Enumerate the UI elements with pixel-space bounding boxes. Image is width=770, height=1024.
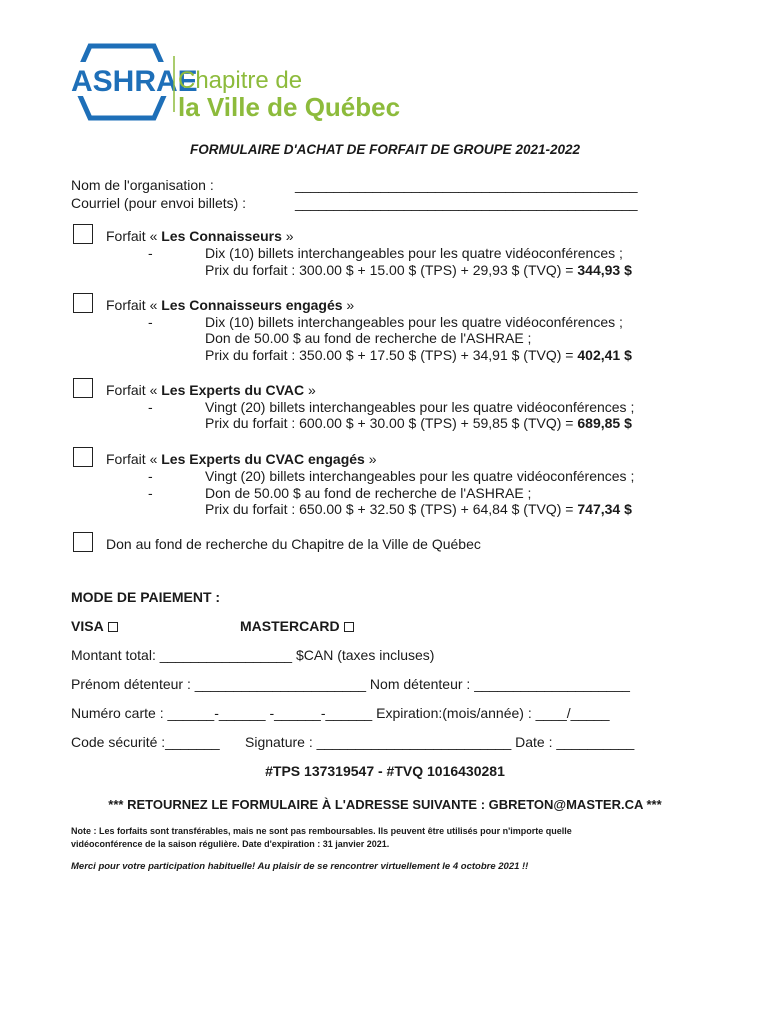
- package-2-checkbox[interactable]: [73, 293, 93, 313]
- package-3-title: Forfait « Les Experts du CVAC »: [106, 382, 316, 398]
- package-1-checkbox[interactable]: [73, 224, 93, 244]
- package-4-item-2: Don de 50.00 $ au fond de recherche de l'ASHRAE ;: [205, 485, 532, 501]
- return-instruction: *** RETOURNEZ LE FORMULAIRE À L'ADRESSE SUIVANTE : GBRETON@MASTER.CA ***: [108, 797, 662, 812]
- donation-checkbox[interactable]: [73, 532, 93, 552]
- signature-field[interactable]: Signature : _________________________ Date : __________: [245, 734, 635, 750]
- package-4-price: Prix du forfait : 650.00 $ + 32.50 $ (TPS) + 64,84 $ (TVQ) = 747,34 $: [205, 501, 632, 517]
- org-label: Nom de l'organisation :: [71, 177, 214, 193]
- bullet-dash: -: [148, 399, 153, 415]
- donation-label: Don au fond de recherche du Chapitre de la Ville de Québec: [106, 536, 481, 552]
- package-3-item-1: Vingt (20) billets interchangeables pour les quatre vidéoconférences ;: [205, 399, 635, 415]
- svg-text:ASHRAE: ASHRAE: [71, 65, 198, 98]
- visa-option[interactable]: VISA: [71, 618, 118, 634]
- package-1-item-1: Dix (10) billets interchangeables pour les quatre vidéoconférences ;: [205, 245, 623, 261]
- package-2-title: Forfait « Les Connaisseurs engagés »: [106, 297, 355, 313]
- package-3-checkbox[interactable]: [73, 378, 93, 398]
- thanks-message: Merci pour votre participation habituelle! Au plaisir de se rencontrer virtuellement le 4 octobre 2021 !!: [71, 861, 529, 872]
- package-2-item-1: Dix (10) billets interchangeables pour les quatre vidéoconférences ;: [205, 314, 623, 330]
- package-4-checkbox[interactable]: [73, 447, 93, 467]
- package-4-title: Forfait « Les Experts du CVAC engagés »: [106, 451, 377, 467]
- mastercard-option[interactable]: MASTERCARD: [240, 618, 354, 634]
- package-2-item-2: Don de 50.00 $ au fond de recherche de l'ASHRAE ;: [205, 330, 532, 346]
- org-field[interactable]: ____________________________________________: [295, 177, 638, 193]
- visa-checkbox[interactable]: [108, 622, 118, 632]
- bullet-dash: -: [148, 468, 153, 484]
- page-title: FORMULAIRE D'ACHAT DE FORFAIT DE GROUPE 2021-2022: [189, 142, 581, 157]
- tax-numbers: #TPS 137319547 - #TVQ 1016430281: [265, 763, 505, 779]
- card-number-field[interactable]: Numéro carte : ______-______ -______-______ Expiration:(mois/année) : ____/_____: [71, 705, 610, 721]
- bullet-dash: -: [148, 245, 153, 261]
- package-1-price: Prix du forfait : 300.00 $ + 15.00 $ (TPS) + 29,93 $ (TVQ) = 344,93 $: [205, 262, 632, 278]
- mastercard-checkbox[interactable]: [344, 622, 354, 632]
- package-1-title: Forfait « Les Connaisseurs »: [106, 228, 294, 244]
- email-field[interactable]: ____________________________________________: [295, 195, 638, 211]
- security-code-field[interactable]: Code sécurité :_______: [71, 734, 220, 750]
- svg-text:Chapitre de: Chapitre de: [178, 67, 303, 94]
- package-2-price: Prix du forfait : 350.00 $ + 17.50 $ (TPS) + 34,91 $ (TVQ) = 402,41 $: [205, 347, 632, 363]
- bullet-dash: -: [148, 485, 153, 501]
- email-label: Courriel (pour envoi billets) :: [71, 195, 247, 211]
- ashrae-logo: [70, 44, 401, 122]
- note-line-2: vidéoconférence de la saison régulière. Date d'expiration : 31 janvier 2021.: [71, 839, 390, 849]
- package-4-item-1: Vingt (20) billets interchangeables pour les quatre vidéoconférences ;: [205, 468, 635, 484]
- note-line-1: Note : Les forfaits sont transférables, mais ne sont pas remboursables. Ils peuvent être utilisés pour n'importe quelle: [71, 826, 572, 836]
- payment-heading: MODE DE PAIEMENT :: [71, 589, 221, 605]
- svg-text:la Ville de Québec: la Ville de Québec: [178, 92, 401, 122]
- amount-field[interactable]: Montant total: _________________ $CAN (taxes incluses): [71, 647, 435, 663]
- holder-field[interactable]: Prénom détenteur : ______________________ Nom détenteur : ____________________: [71, 676, 630, 692]
- bullet-dash: -: [148, 314, 153, 330]
- package-3-price: Prix du forfait : 600.00 $ + 30.00 $ (TPS) + 59,85 $ (TVQ) = 689,85 $: [205, 415, 632, 431]
